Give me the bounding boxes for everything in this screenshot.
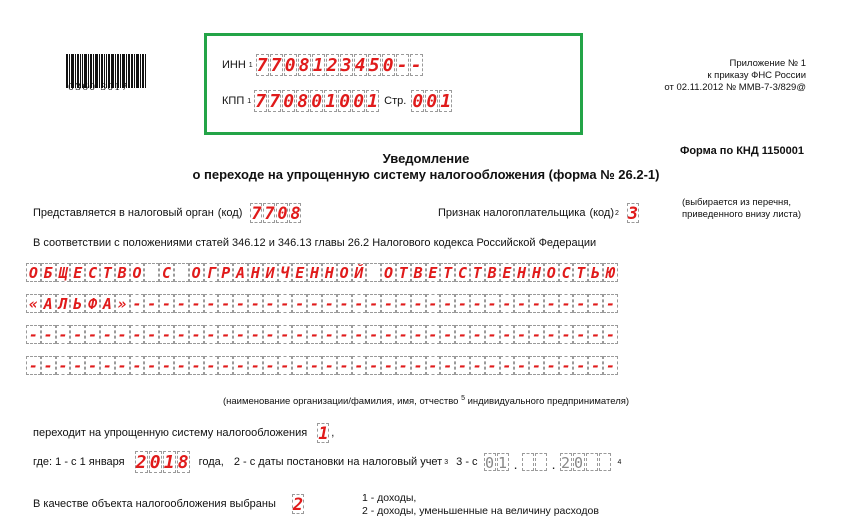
org-name-cell[interactable]: - — [366, 325, 381, 344]
org-name-cell[interactable]: - — [514, 356, 529, 375]
org-name-cell[interactable]: - — [411, 294, 426, 313]
page-cell[interactable]: 0 — [426, 91, 438, 112]
kpp-cell[interactable]: 1 — [367, 91, 379, 112]
org-name-cell[interactable]: - — [189, 325, 204, 344]
org-name-cell[interactable]: - — [56, 325, 71, 344]
option2-label: 2 - с даты постановки на налоговый учет — [233, 456, 443, 468]
org-name-cell[interactable]: - — [455, 356, 470, 375]
org-name-cell[interactable]: - — [56, 356, 71, 375]
date-month-cell[interactable] — [522, 453, 534, 471]
org-name-cell[interactable]: - — [130, 325, 145, 344]
org-name-cell[interactable]: - — [485, 325, 500, 344]
org-name-cell[interactable]: А — [100, 294, 115, 313]
taxpayer-sign-row — [438, 203, 640, 223]
inn-cell[interactable]: 2 — [326, 55, 338, 76]
org-name-cell[interactable]: - — [292, 325, 307, 344]
org-name-cell[interactable]: О — [381, 263, 396, 282]
org-name-cell[interactable]: - — [130, 356, 145, 375]
org-name-cell[interactable]: Т — [100, 263, 115, 282]
org-name-cell[interactable]: - — [426, 356, 441, 375]
org-name-cell[interactable]: - — [218, 325, 233, 344]
org-name-cell[interactable] — [174, 263, 189, 282]
org-name-cell[interactable]: - — [263, 325, 278, 344]
year-word: года, — [198, 456, 224, 468]
org-name-cell[interactable]: - — [455, 294, 470, 313]
transition-cells — [317, 423, 330, 443]
org-name-cell[interactable]: Й — [352, 263, 367, 282]
org-name-cell[interactable]: - — [544, 356, 559, 375]
org-name-cell[interactable]: - — [322, 325, 337, 344]
org-name-cell[interactable]: - — [263, 356, 278, 375]
org-name-cell[interactable]: - — [603, 356, 618, 375]
org-name-cell[interactable]: - — [159, 325, 174, 344]
inn-label: ИНН — [222, 59, 246, 71]
inn-cells — [256, 54, 424, 76]
org-name-cell[interactable]: В — [411, 263, 426, 282]
page-label: Стр. — [384, 95, 407, 107]
org-name-cell[interactable]: - — [544, 294, 559, 313]
org-name-cell[interactable]: О — [189, 263, 204, 282]
org-name-cell[interactable]: - — [366, 294, 381, 313]
tax-object-cell[interactable]: 2 — [292, 495, 304, 515]
org-name-cell[interactable]: Н — [322, 263, 337, 282]
org-name-caption-sup: 5 — [461, 395, 465, 402]
tax-object-cells — [292, 494, 305, 514]
org-name-cell[interactable]: А — [233, 263, 248, 282]
org-name-cell[interactable]: Н — [514, 263, 529, 282]
org-name-cell[interactable] — [144, 263, 159, 282]
kpp-cell[interactable]: 8 — [297, 91, 309, 112]
page-cell[interactable]: 1 — [440, 91, 452, 112]
org-name-cell[interactable]: Н — [529, 263, 544, 282]
year-cell[interactable]: 1 — [163, 452, 175, 473]
org-name-cell[interactable]: - — [337, 294, 352, 313]
inn-cell[interactable]: - — [410, 55, 422, 76]
org-name-cell[interactable]: - — [278, 325, 293, 344]
org-name-cell[interactable]: Е — [70, 263, 85, 282]
org-name-cell[interactable]: - — [233, 294, 248, 313]
transition-row — [33, 423, 334, 443]
org-name-cell[interactable]: - — [292, 356, 307, 375]
org-name-cell[interactable]: - — [85, 325, 100, 344]
org-name-cell[interactable]: - — [573, 294, 588, 313]
org-name-cell[interactable]: - — [352, 325, 367, 344]
tax-object-opt1: 1 - доходы, — [362, 492, 417, 504]
kpp-sup: 1 — [247, 97, 252, 105]
org-name-cell[interactable]: - — [307, 356, 322, 375]
org-name-cell[interactable]: - — [485, 294, 500, 313]
org-name-caption — [0, 393, 852, 408]
kpp-label: КПП — [222, 95, 245, 107]
org-name-cell[interactable] — [366, 263, 381, 282]
taxpayer-sign-note-line2: приведенного внизу листа) — [682, 209, 802, 220]
org-name-cell[interactable]: - — [322, 356, 337, 375]
org-name-row — [26, 294, 618, 313]
org-name-cell[interactable]: О — [130, 263, 145, 282]
date-year-cell[interactable]: 0 — [574, 454, 584, 472]
org-name-cell[interactable]: - — [26, 325, 41, 344]
inn-cell[interactable]: 4 — [354, 55, 366, 76]
legal-basis: В соответствии с положениями статей 346.12 и 346.13 главы 26.2 Налогового кодекса Российской Федерации — [33, 237, 597, 249]
org-name-cell[interactable]: - — [189, 294, 204, 313]
date-sup: 4 — [617, 458, 622, 466]
tax-authority-cell[interactable]: 7 — [251, 204, 262, 224]
org-name-cell[interactable]: Ф — [85, 294, 100, 313]
year-cell[interactable]: 8 — [177, 452, 189, 473]
org-name-row — [26, 325, 618, 344]
org-name-cell[interactable]: - — [440, 325, 455, 344]
org-name-cell[interactable]: О — [26, 263, 41, 282]
org-name-cell[interactable]: - — [263, 294, 278, 313]
org-name-cell[interactable]: Ч — [278, 263, 293, 282]
tax-authority-cells — [250, 203, 302, 223]
tax-object-label: В качестве объекта налогообложения выбраны — [33, 498, 276, 510]
org-name-cell[interactable]: » — [115, 294, 130, 313]
org-name-cell[interactable]: - — [144, 325, 159, 344]
org-name-cell[interactable]: Ь — [588, 263, 603, 282]
org-name-cell[interactable]: - — [514, 294, 529, 313]
org-name-cell[interactable]: - — [381, 294, 396, 313]
org-name-cell[interactable]: - — [292, 294, 307, 313]
year-cell[interactable]: 2 — [135, 452, 147, 473]
org-name-cell[interactable]: - — [307, 294, 322, 313]
org-name-cell[interactable]: - — [174, 356, 189, 375]
org-name-cell[interactable]: - — [233, 325, 248, 344]
inn-sup: 1 — [248, 61, 253, 69]
org-name-cell[interactable]: - — [366, 356, 381, 375]
org-name-cell[interactable]: Е — [426, 263, 441, 282]
org-name-cell[interactable]: - — [411, 356, 426, 375]
tax-authority-code-label: (код) — [217, 207, 243, 219]
org-name-cell[interactable]: - — [204, 294, 219, 313]
org-name-cell[interactable]: - — [115, 325, 130, 344]
org-name-cell[interactable]: - — [603, 294, 618, 313]
org-name-cell[interactable]: - — [588, 294, 603, 313]
org-name-cell[interactable]: - — [573, 356, 588, 375]
org-name-cell[interactable]: - — [559, 294, 574, 313]
where-label: где: 1 - с 1 января — [33, 456, 125, 468]
taxpayer-sign-cell[interactable]: 3 — [627, 204, 639, 224]
org-name-cell[interactable]: Р — [218, 263, 233, 282]
org-name-cell[interactable]: - — [248, 356, 263, 375]
org-name-cell[interactable]: - — [70, 325, 85, 344]
org-name-cell[interactable]: - — [337, 356, 352, 375]
org-name-cell[interactable]: - — [396, 294, 411, 313]
org-name-cell[interactable]: - — [544, 325, 559, 344]
org-name-cell[interactable]: - — [559, 325, 574, 344]
inn-kpp-highlight — [204, 33, 583, 135]
org-name-cell[interactable]: - — [130, 294, 145, 313]
org-name-cell[interactable]: - — [159, 356, 174, 375]
org-name-cell[interactable]: - — [26, 356, 41, 375]
org-name-grid — [26, 263, 618, 387]
org-name-cell[interactable]: - — [337, 325, 352, 344]
kpp-cell[interactable]: 7 — [269, 91, 281, 112]
kpp-cell[interactable]: 1 — [325, 91, 337, 112]
org-name-cell[interactable]: - — [381, 356, 396, 375]
org-name-cell[interactable]: - — [144, 294, 159, 313]
title-line1: Уведомление — [382, 151, 470, 166]
org-name-cell[interactable]: - — [204, 325, 219, 344]
org-name-cell[interactable]: Щ — [56, 263, 71, 282]
org-name-cell[interactable]: - — [278, 356, 293, 375]
date-year-cell[interactable]: 2 — [561, 454, 571, 472]
org-name-cell[interactable]: О — [337, 263, 352, 282]
date-dot-1: . — [513, 456, 518, 472]
date-year-cell[interactable] — [586, 453, 598, 471]
org-name-cell[interactable]: Б — [41, 263, 56, 282]
org-name-cell[interactable]: Н — [248, 263, 263, 282]
org-name-cell[interactable]: - — [218, 356, 233, 375]
org-name-cell[interactable]: - — [500, 325, 515, 344]
org-name-cell[interactable]: « — [26, 294, 41, 313]
kpp-cell[interactable]: 0 — [339, 91, 351, 112]
org-name-cell[interactable]: В — [485, 263, 500, 282]
org-name-row — [26, 356, 618, 375]
org-name-cell[interactable]: С — [159, 263, 174, 282]
org-name-cell[interactable]: - — [144, 356, 159, 375]
barcode-number: 0360 3017 — [66, 82, 147, 94]
org-name-cell[interactable]: - — [514, 325, 529, 344]
org-name-cell[interactable]: - — [70, 356, 85, 375]
org-name-cell[interactable]: - — [174, 294, 189, 313]
org-name-cell[interactable]: Т — [396, 263, 411, 282]
org-name-cell[interactable]: - — [500, 356, 515, 375]
kpp-cell[interactable]: 0 — [353, 91, 365, 112]
org-name-cell[interactable]: - — [573, 325, 588, 344]
taxpayer-sign-note — [682, 197, 801, 221]
org-name-cell[interactable]: - — [85, 356, 100, 375]
kpp-cell[interactable]: 7 — [255, 91, 267, 112]
where-row — [33, 451, 621, 473]
org-name-cell[interactable]: - — [218, 294, 233, 313]
date-month-cell[interactable] — [535, 453, 547, 471]
year-cells — [135, 451, 191, 473]
kpp-cells — [254, 90, 380, 112]
org-name-cell[interactable]: - — [307, 325, 322, 344]
org-name-cell[interactable]: - — [248, 294, 263, 313]
inn-cell[interactable]: 1 — [312, 55, 324, 76]
org-name-cell[interactable]: - — [500, 294, 515, 313]
taxpayer-sign-note-line1: (выбирается из перечня, — [682, 197, 792, 208]
org-name-cell[interactable]: - — [440, 356, 455, 375]
org-name-cell[interactable]: С — [85, 263, 100, 282]
tax-authority-cell[interactable]: 7 — [264, 204, 275, 224]
org-name-cell[interactable]: - — [189, 356, 204, 375]
org-name-row — [26, 263, 618, 282]
org-name-cell[interactable]: А — [41, 294, 56, 313]
tax-authority-cell[interactable]: 8 — [290, 204, 301, 224]
taxpayer-sign-sup: 2 — [615, 209, 619, 217]
form-code: Форма по КНД 1150001 — [679, 145, 804, 157]
taxpayer-sign-code-label: (код) — [589, 207, 615, 219]
org-name-cell[interactable]: - — [470, 325, 485, 344]
annex-line1: Приложение № 1 — [729, 58, 806, 69]
date-day-cell[interactable]: 0 — [485, 454, 495, 472]
barcode — [66, 46, 147, 94]
org-name-cell[interactable]: Т — [470, 263, 485, 282]
inn-cell[interactable]: 0 — [284, 55, 296, 76]
org-name-cell[interactable]: Е — [500, 263, 515, 282]
org-name-cell[interactable]: Г — [204, 263, 219, 282]
kpp-row — [222, 90, 453, 112]
org-name-cell[interactable]: - — [485, 356, 500, 375]
org-name-cell[interactable]: - — [470, 356, 485, 375]
org-name-cell[interactable]: - — [396, 356, 411, 375]
tax-object-row — [33, 494, 305, 514]
org-name-cell[interactable]: - — [381, 325, 396, 344]
org-name-cell[interactable]: Ь — [70, 294, 85, 313]
date-month-cells — [522, 453, 548, 471]
org-name-cell[interactable]: В — [115, 263, 130, 282]
inn-cell[interactable]: 5 — [368, 55, 380, 76]
tax-object-opt2: 2 - доходы, уменьшенные на величину расходов — [362, 505, 599, 517]
org-name-cell[interactable]: Т — [440, 263, 455, 282]
taxpayer-sign-label: Признак налогоплательщика — [438, 207, 586, 219]
org-name-cell[interactable]: Т — [573, 263, 588, 282]
tax-authority-row — [33, 203, 302, 223]
org-name-cell[interactable]: - — [100, 325, 115, 344]
tax-authority-cell[interactable]: 0 — [277, 204, 288, 224]
taxpayer-sign-cells — [627, 203, 640, 223]
tax-object-options — [362, 492, 599, 518]
inn-cell[interactable]: 0 — [382, 55, 394, 76]
org-name-cell[interactable]: - — [174, 325, 189, 344]
page-cells — [411, 90, 453, 112]
org-name-caption-text2: индивидуального предпринимателя) — [467, 396, 630, 408]
org-name-cell[interactable]: - — [588, 356, 603, 375]
inn-row — [222, 54, 424, 76]
date-day-cells — [484, 453, 510, 471]
org-name-cell[interactable]: - — [396, 325, 411, 344]
annex-line2: к приказу ФНС России — [707, 70, 806, 81]
org-name-cell[interactable]: - — [529, 356, 544, 375]
org-name-cell[interactable]: - — [278, 294, 293, 313]
org-name-cell[interactable]: - — [470, 294, 485, 313]
org-name-cell[interactable]: Ю — [603, 263, 618, 282]
date-dot-2: . — [551, 456, 556, 472]
org-name-cell[interactable]: - — [322, 294, 337, 313]
tax-authority-label: Представляется в налоговый орган — [33, 207, 214, 219]
org-name-cell[interactable]: - — [41, 325, 56, 344]
org-name-cell[interactable]: С — [455, 263, 470, 282]
org-name-cell[interactable]: - — [233, 356, 248, 375]
org-name-cell[interactable]: - — [352, 294, 367, 313]
kpp-cell[interactable]: 0 — [283, 91, 295, 112]
inn-cell[interactable]: - — [396, 55, 408, 76]
inn-cell[interactable]: 7 — [256, 55, 268, 76]
org-name-cell[interactable]: - — [411, 325, 426, 344]
org-name-cell[interactable]: - — [248, 325, 263, 344]
org-name-cell[interactable]: - — [426, 294, 441, 313]
title-line2: о переходе на упрощенную систему налогообложения (форма № 26.2-1) — [192, 167, 660, 182]
annex-line3: от 02.11.2012 № ММВ-7-3/829@ — [664, 82, 806, 93]
inn-cell[interactable]: 7 — [270, 55, 282, 76]
org-name-caption-text: (наименование организации/фамилия, имя, отчество — [222, 396, 459, 408]
kpp-cell[interactable]: 0 — [311, 91, 323, 112]
org-name-cell[interactable]: - — [440, 294, 455, 313]
org-name-cell[interactable]: С — [559, 263, 574, 282]
org-name-cell[interactable]: - — [204, 356, 219, 375]
org-name-cell[interactable]: Н — [307, 263, 322, 282]
org-name-cell[interactable]: - — [529, 294, 544, 313]
org-name-cell[interactable]: - — [455, 325, 470, 344]
inn-cell[interactable]: 8 — [298, 55, 310, 76]
page-cell[interactable]: 0 — [412, 91, 424, 112]
option2-sup: 3 — [444, 458, 449, 466]
org-name-cell[interactable]: Е — [292, 263, 307, 282]
org-name-cell[interactable]: - — [41, 356, 56, 375]
org-name-cell[interactable]: - — [529, 325, 544, 344]
transition-label: переходит на упрощенную систему налогообложения — [33, 427, 308, 439]
date-year-cells — [560, 453, 612, 471]
annex-block — [664, 58, 806, 94]
inn-cell[interactable]: 3 — [340, 55, 352, 76]
org-name-cell[interactable]: И — [263, 263, 278, 282]
org-name-cell[interactable]: - — [426, 325, 441, 344]
org-name-cell[interactable]: Л — [56, 294, 71, 313]
date-day-cell[interactable]: 1 — [498, 454, 508, 472]
org-name-cell[interactable]: - — [159, 294, 174, 313]
option3-label: 3 - с — [456, 456, 478, 468]
date-year-cell[interactable] — [599, 453, 611, 471]
org-name-cell[interactable]: - — [100, 356, 115, 375]
year-cell[interactable]: 0 — [149, 452, 161, 473]
org-name-cell[interactable]: О — [544, 263, 559, 282]
org-name-cell[interactable]: - — [115, 356, 130, 375]
org-name-cell[interactable]: - — [603, 325, 618, 344]
org-name-cell[interactable]: - — [352, 356, 367, 375]
org-name-cell[interactable]: - — [559, 356, 574, 375]
org-name-cell[interactable]: - — [588, 325, 603, 344]
transition-comma: , — [331, 427, 335, 439]
transition-cell[interactable]: 1 — [318, 424, 329, 444]
